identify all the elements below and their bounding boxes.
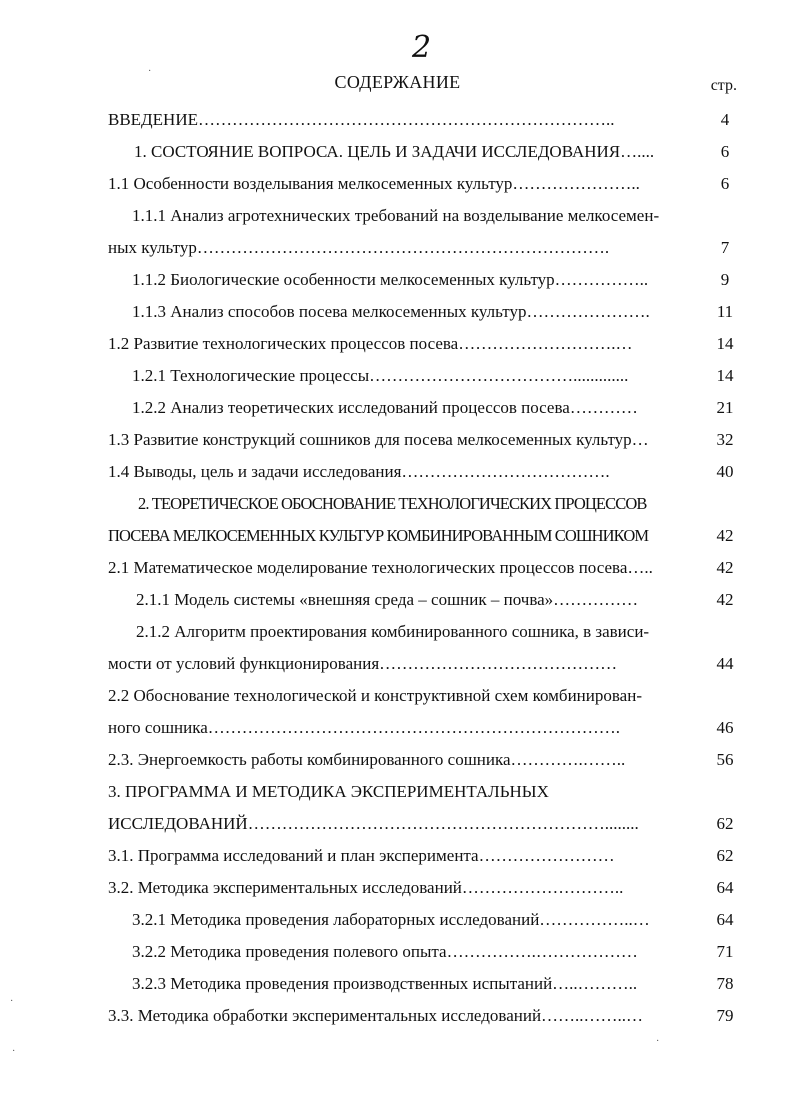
toc-entry-text: 1. СОСТОЯНИЕ ВОПРОСА. ЦЕЛЬ И ЗАДАЧИ ИССЛЕДОВАНИЯ….... — [134, 142, 655, 161]
toc-entry-text: 3.2.1 Методика проведения лабораторных исследований……………..… — [132, 910, 650, 929]
toc-entry-page: 78 — [716, 974, 734, 993]
toc-entry-text-line1: 1.1.1 Анализ агротехнических требований на возделывание мелкосемен- — [132, 206, 660, 225]
toc-entry — [108, 1000, 740, 1032]
toc-entry-text: 3.2.3 Методика проведения производственных испытаний…..……….. — [132, 974, 638, 993]
toc-entry-page: 7 — [720, 238, 730, 257]
toc-entry — [108, 936, 740, 968]
toc-entry-page: 42 — [716, 526, 734, 545]
toc-entry — [108, 776, 740, 840]
toc-entry-page: 64 — [716, 878, 734, 897]
toc-entry-page: 46 — [716, 718, 734, 737]
toc-entry-page: 64 — [716, 910, 734, 929]
toc-entry-text: 1.2 Развитие технологических процессов посева……………………….… — [108, 334, 633, 353]
toc-entry-page: 11 — [716, 302, 734, 321]
toc-entry-text-line1: 2.1.2 Алгоритм проектирования комбинированного сошника, в зависи- — [136, 622, 650, 641]
toc-entry-text: мости от условий функционирования…………………………………… — [108, 654, 618, 673]
toc-entry-page: 14 — [716, 366, 734, 385]
toc-entry-text: 1.1 Особенности возделывания мелкосеменных культур………………….. — [108, 174, 640, 193]
toc-entry — [108, 424, 740, 456]
scan-speck: · — [148, 66, 152, 77]
toc-entry-text: 3.3. Методика обработки экспериментальных исследований……..……..… — [108, 1006, 644, 1025]
toc-entry-text-line1: 2.2 Обоснование технологической и конструктивной схем комбинирован- — [108, 686, 642, 705]
toc-entry-text-line1: 3. ПРОГРАММА И МЕТОДИКА ЭКСПЕРИМЕНТАЛЬНЫХ — [108, 782, 549, 801]
toc-entry — [108, 680, 740, 744]
toc-title: СОДЕРЖАНИЕ — [334, 72, 461, 92]
toc-entry-text: 3.1. Программа исследований и план эксперимента…………………… — [108, 846, 615, 865]
toc-entry — [108, 168, 740, 200]
toc-entry-page: 14 — [716, 334, 734, 353]
toc-entry — [108, 488, 740, 552]
toc-entry — [108, 360, 740, 392]
toc-entry-page: 40 — [716, 462, 734, 481]
scan-speck: · — [10, 996, 14, 1007]
toc-entry — [108, 392, 740, 424]
table-of-contents — [108, 104, 740, 1032]
toc-entry — [108, 616, 740, 680]
toc-entry-text: 1.3 Развитие конструкций сошников для посева мелкосеменных культур… — [108, 430, 649, 449]
toc-entry — [108, 328, 740, 360]
toc-entry — [108, 904, 740, 936]
toc-entry-page: 4 — [720, 110, 730, 129]
toc-entry-text: 1.4 Выводы, цель и задачи исследования………………………………. — [108, 462, 610, 481]
toc-entry-text: ных культур………………………………………………………………. — [108, 238, 610, 257]
toc-entry-page: 21 — [716, 398, 734, 417]
toc-entry-text: 2.3. Энергоемкость работы комбинированного сошника………….…….. — [108, 750, 626, 769]
toc-entry — [108, 968, 740, 1000]
toc-entry-page: 6 — [720, 174, 730, 193]
toc-entry-text-line1: 2. ТЕОРЕТИЧЕСКОЕ ОБОСНОВАНИЕ ТЕХНОЛОГИЧЕСКИХ ПРОЦЕССОВ — [138, 494, 647, 513]
toc-entry-text: 1.2.2 Анализ теоретических исследований процессов посева………… — [132, 398, 638, 417]
toc-entry — [108, 840, 740, 872]
toc-entry-text: ИССЛЕДОВАНИЙ………………………………………………………........ — [108, 814, 639, 833]
toc-entry-text: 1.1.3 Анализ способов посева мелкосеменных культур…………………. — [132, 302, 650, 321]
toc-entry-text: 3.2. Методика экспериментальных исследований……………………….. — [108, 878, 624, 897]
toc-entry — [108, 264, 740, 296]
toc-entry-page: 32 — [716, 430, 734, 449]
toc-entry — [108, 744, 740, 776]
toc-entry-page: 6 — [720, 142, 730, 161]
toc-entry-text: 1.1.2 Биологические особенности мелкосеменных культур…………….. — [132, 270, 649, 289]
scan-speck: · — [12, 1046, 16, 1057]
toc-entry-text: 2.1.1 Модель системы «внешняя среда – сошник – почва»…………… — [136, 590, 639, 609]
toc-entry-page: 62 — [716, 814, 734, 833]
toc-entry-text: 2.1 Математическое моделирование технологических процессов посева….. — [108, 558, 653, 577]
toc-entry — [108, 296, 740, 328]
page-column-header: стр. — [710, 77, 737, 94]
toc-entry — [108, 584, 740, 616]
toc-entry-page: 42 — [716, 558, 734, 577]
toc-entry — [108, 200, 740, 264]
toc-entry — [108, 104, 740, 136]
toc-entry-page: 79 — [716, 1006, 734, 1025]
toc-entry-text: 1.2.1 Технологические процессы………………………………............. — [132, 366, 629, 385]
toc-entry — [108, 136, 740, 168]
page-mark: 2 — [412, 30, 432, 65]
toc-entry-page: 62 — [716, 846, 734, 865]
toc-entry-page: 71 — [716, 942, 734, 961]
toc-entry-text: ПОСЕВА МЕЛКОСЕМЕННЫХ КУЛЬТУР КОМБИНИРОВАННЫМ СОШНИКОМ — [108, 526, 649, 545]
toc-entry-text: ного сошника………………………………………………………………. — [108, 718, 621, 737]
toc-entry-text: 3.2.2 Методика проведения полевого опыта…………….……………… — [132, 942, 638, 961]
scan-speck: · — [656, 1036, 660, 1047]
toc-entry-page: 44 — [716, 654, 734, 673]
toc-entry — [108, 552, 740, 584]
toc-entry-page: 56 — [716, 750, 734, 769]
toc-entry-page: 9 — [720, 270, 730, 289]
toc-entry-text: ВВЕДЕНИЕ……………………………………………………………….. — [108, 110, 615, 129]
toc-entry-page: 42 — [716, 590, 734, 609]
toc-entry — [108, 456, 740, 488]
toc-entry — [108, 872, 740, 904]
